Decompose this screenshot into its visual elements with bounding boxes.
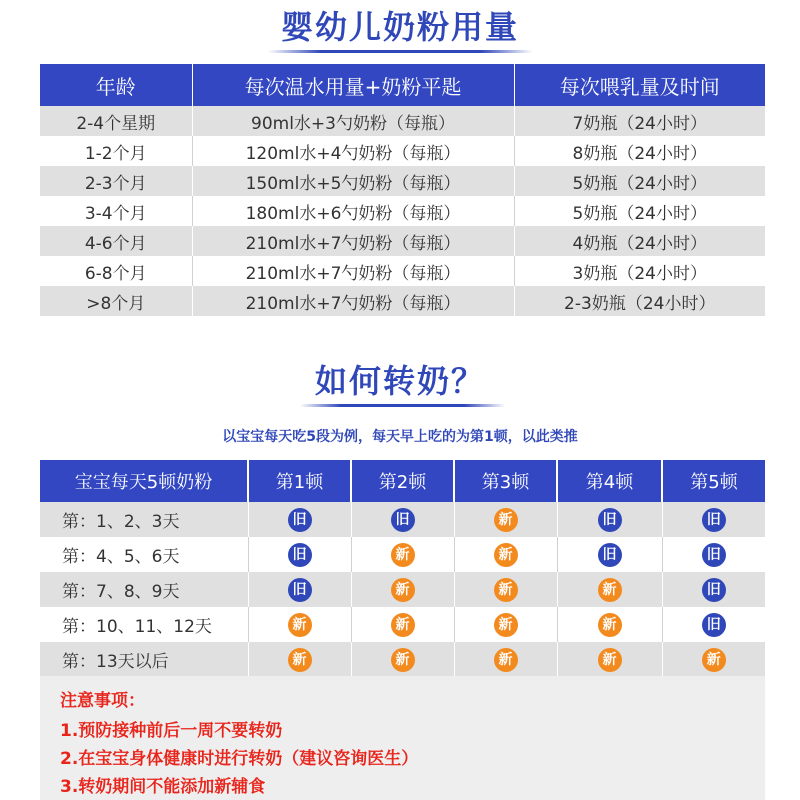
formula-badge: 旧	[598, 508, 622, 532]
amount-cell: 210ml水+7勺奶粉（每瓶）	[192, 286, 514, 316]
table-row	[40, 196, 765, 226]
header-feed-1: 第1顿	[248, 460, 351, 502]
formula-switch-table	[40, 460, 765, 677]
header-feed-5: 第5顿	[662, 460, 765, 502]
amount-cell: 150ml水+5勺奶粉（每瓶）	[192, 166, 514, 196]
formula-badge: 旧	[598, 543, 622, 567]
feed-cell	[351, 642, 454, 677]
times-cell: 8奶瓶（24小时）	[514, 136, 765, 166]
formula-badge: 旧	[391, 508, 415, 532]
feed-cell	[454, 607, 557, 642]
table-row	[40, 136, 765, 166]
feed-cell	[662, 607, 765, 642]
feed-cell	[557, 537, 662, 572]
day-range-cell: 第：1、2、3天	[40, 502, 248, 537]
day-range-cell: 第：13天以后	[40, 642, 248, 677]
table-row	[40, 572, 765, 607]
feed-cell	[662, 502, 765, 537]
formula-badge: 新	[494, 648, 518, 672]
amount-cell: 180ml水+6勺奶粉（每瓶）	[192, 196, 514, 226]
notes-panel	[40, 676, 765, 800]
feed-cell	[454, 502, 557, 537]
header-feeding-times: 每次喂乳量及时间	[514, 64, 765, 106]
feed-cell	[351, 502, 454, 537]
formula-badge: 旧	[288, 543, 312, 567]
day-range-cell: 第：4、5、6天	[40, 537, 248, 572]
formula-badge: 新	[391, 578, 415, 602]
formula-badge: 旧	[702, 508, 726, 532]
feed-cell	[351, 537, 454, 572]
feeding-amount-title: 婴幼儿奶粉用量	[280, 8, 519, 46]
times-cell: 5奶瓶（24小时）	[514, 196, 765, 226]
age-cell: 2-3个月	[40, 166, 192, 196]
age-cell: 2-4个星期	[40, 106, 192, 136]
formula-badge: 新	[494, 508, 518, 532]
formula-badge: 新	[494, 543, 518, 567]
times-cell: 4奶瓶（24小时）	[514, 226, 765, 256]
formula-badge: 新	[391, 543, 415, 567]
feed-cell	[248, 502, 351, 537]
note-item: 3.转奶期间不能添加新辅食	[60, 777, 266, 797]
header-feed-2: 第2顿	[351, 460, 454, 502]
feed-cell	[662, 572, 765, 607]
times-cell: 7奶瓶（24小时）	[514, 106, 765, 136]
switch-formula-title: 如何转奶？	[314, 362, 485, 400]
notes-title: 注意事项：	[60, 691, 145, 711]
feed-cell	[557, 642, 662, 677]
table-row	[40, 607, 765, 642]
feed-cell	[351, 607, 454, 642]
amount-cell: 120ml水+4勺奶粉（每瓶）	[192, 136, 514, 166]
title-underline	[268, 50, 533, 53]
header-daily-feeds: 宝宝每天5顿奶粉	[40, 460, 248, 502]
feed-cell	[662, 537, 765, 572]
amount-cell: 90ml水+3勺奶粉（每瓶）	[192, 106, 514, 136]
feed-cell	[557, 502, 662, 537]
formula-badge: 旧	[288, 578, 312, 602]
feed-cell	[454, 642, 557, 677]
note-item: 1.预防接种前后一周不要转奶	[60, 721, 283, 741]
formula-badge: 旧	[288, 508, 312, 532]
table-header-row	[40, 64, 765, 106]
age-cell: 4-6个月	[40, 226, 192, 256]
amount-cell: 210ml水+7勺奶粉（每瓶）	[192, 226, 514, 256]
header-feed-3: 第3顿	[454, 460, 557, 502]
note-item: 2.在宝宝身体健康时进行转奶（建议咨询医生）	[60, 749, 419, 769]
formula-badge: 新	[391, 613, 415, 637]
feed-cell	[557, 607, 662, 642]
formula-badge: 新	[391, 648, 415, 672]
formula-badge: 新	[288, 613, 312, 637]
amount-cell: 210ml水+7勺奶粉（每瓶）	[192, 256, 514, 286]
switch-formula-subtitle: 以宝宝每天吃5段为例，每天早上吃的为第1顿，以此类推	[222, 429, 578, 445]
table-row	[40, 502, 765, 537]
formula-badge: 旧	[702, 578, 726, 602]
feed-cell	[454, 537, 557, 572]
times-cell: 3奶瓶（24小时）	[514, 256, 765, 286]
formula-badge: 新	[598, 648, 622, 672]
feed-cell	[248, 537, 351, 572]
formula-badge: 新	[494, 578, 518, 602]
header-feed-4: 第4顿	[557, 460, 662, 502]
table-row	[40, 286, 765, 316]
table-row	[40, 166, 765, 196]
feeding-amount-table	[40, 64, 765, 316]
formula-badge: 旧	[702, 543, 726, 567]
age-cell: 6-8个月	[40, 256, 192, 286]
times-cell: 2-3奶瓶（24小时）	[514, 286, 765, 316]
age-cell: 1-2个月	[40, 136, 192, 166]
formula-badge: 新	[598, 613, 622, 637]
title-underline	[300, 404, 505, 407]
formula-badge: 新	[702, 648, 726, 672]
feed-cell	[351, 572, 454, 607]
header-water-powder: 每次温水用量+奶粉平匙	[192, 64, 514, 106]
feed-cell	[454, 572, 557, 607]
table-header-row	[40, 460, 765, 502]
feed-cell	[248, 642, 351, 677]
times-cell: 5奶瓶（24小时）	[514, 166, 765, 196]
feed-cell	[557, 572, 662, 607]
formula-badge: 新	[288, 648, 312, 672]
feed-cell	[248, 572, 351, 607]
table-row	[40, 256, 765, 286]
age-cell: >8个月	[40, 286, 192, 316]
feed-cell	[248, 607, 351, 642]
day-range-cell: 第：10、11、12天	[40, 607, 248, 642]
header-age: 年龄	[40, 64, 192, 106]
table-row	[40, 537, 765, 572]
feed-cell	[662, 642, 765, 677]
table-row	[40, 226, 765, 256]
formula-badge: 新	[494, 613, 518, 637]
table-row	[40, 106, 765, 136]
table-row	[40, 642, 765, 677]
formula-badge: 新	[598, 578, 622, 602]
day-range-cell: 第：7、8、9天	[40, 572, 248, 607]
age-cell: 3-4个月	[40, 196, 192, 226]
formula-badge: 旧	[702, 613, 726, 637]
